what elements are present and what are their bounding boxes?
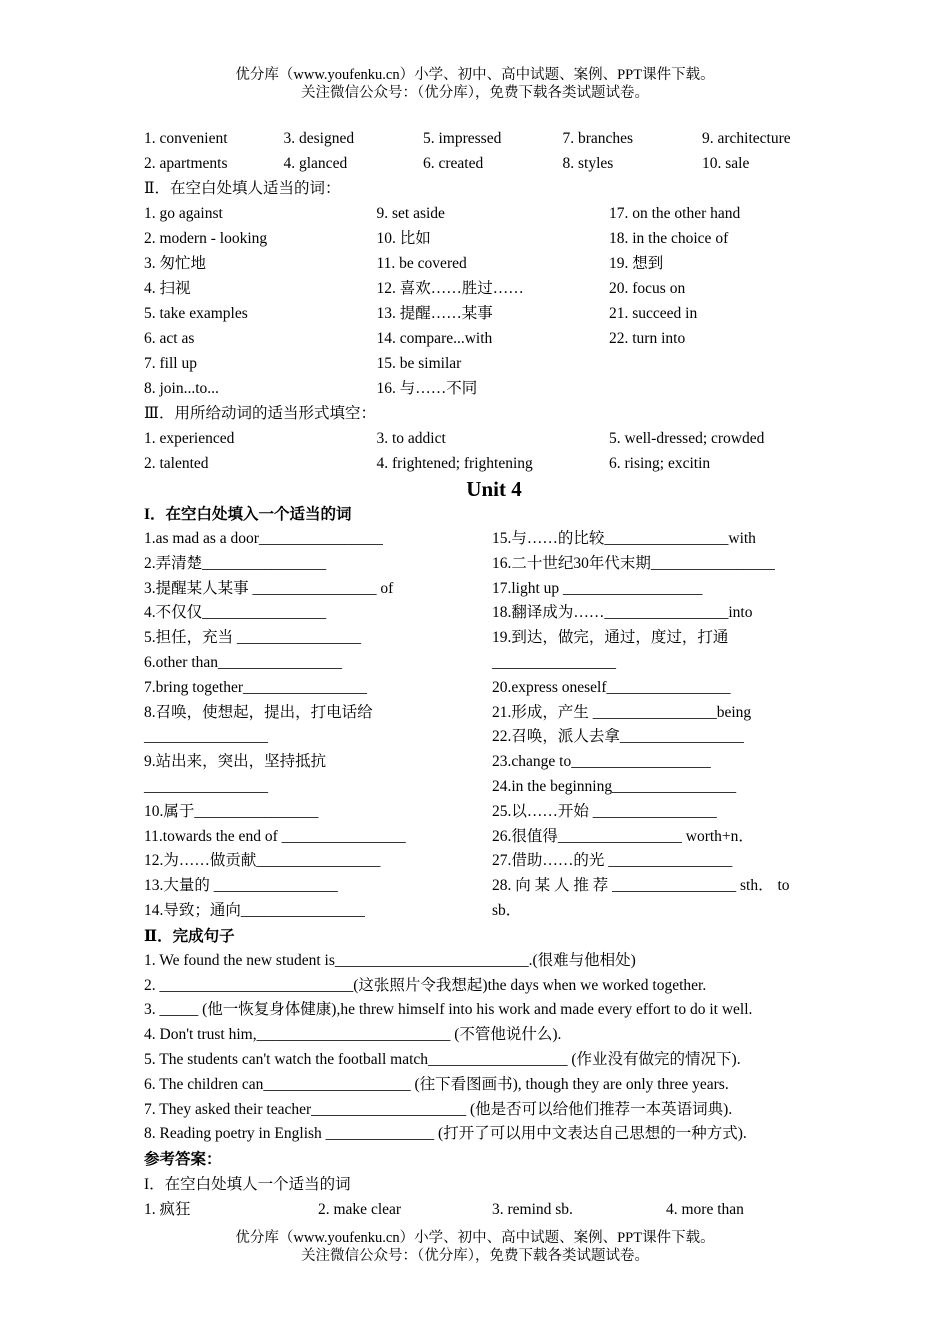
section-2-title: Ⅱ．在空白处填人适当的词： [144, 180, 341, 197]
blank-item: ________________ [144, 777, 268, 795]
header-line-2: 关注微信公众号：（优分库），免费下载各类试题试卷。 [301, 85, 649, 101]
vocab-item: 10. sale [702, 155, 750, 172]
sentence-item: 7. They asked their teacher____________________ (他是否可以给他们推荐一本英语词典). [144, 1100, 733, 1118]
blank-item: 6.other than________________ [144, 653, 343, 671]
answer-item: 12. 喜欢……胜过…… [376, 280, 524, 297]
vocab-item: 9. architecture [702, 130, 791, 147]
blank-item: 23.change to__________________ [492, 753, 711, 771]
blank-item: 13.大量的 ________________ [144, 877, 338, 895]
answer-item: 6. act as [144, 330, 195, 347]
section-3-row [144, 426, 814, 451]
footer-line-1: 优分库（www.youfenku.cn）小学、初中、高中试题、案例、PPT课件下载。 [235, 1230, 715, 1246]
blank-item: 24.in the beginning________________ [492, 777, 737, 795]
answer-item: 4. frightened; frightening [376, 455, 533, 472]
blank-item: 8.召唤，使想起，提出，打电话给 [144, 703, 373, 721]
answer-item: 4. more than [666, 1201, 744, 1219]
footer-line-2: 关注微信公众号：（优分库），免费下载各类试题试卷。 [301, 1248, 649, 1264]
answer-item: 14. compare...with [376, 330, 493, 347]
blank-item: 17.light up __________________ [492, 579, 703, 597]
blank-item: 7.bring together________________ [144, 678, 368, 696]
answer-item: 22. turn into [609, 330, 686, 347]
answer-item: 1. experienced [144, 430, 235, 447]
blank-item: 4.不仅仅________________ [144, 604, 327, 622]
section-2-row [144, 201, 814, 226]
unit4-left-column [144, 527, 492, 924]
answer-item: 13. 提醒……某事 [376, 305, 493, 322]
blank-item: 16.二十世纪30年代末期________________ [492, 554, 775, 572]
vocab-item: 4. glanced [283, 155, 348, 172]
answer-item: 2. talented [144, 455, 209, 472]
section-2-row [144, 301, 814, 326]
answer-item: 15. be similar [376, 355, 462, 372]
answer-item: 9. set aside [376, 205, 445, 222]
section-2-row [144, 226, 814, 251]
vocab-item: 6. created [423, 155, 484, 172]
answer-item: 2. make clear [318, 1201, 402, 1219]
section-2-row [144, 376, 814, 401]
answer-item: 18. in the choice of [609, 230, 729, 247]
blank-item: 25.以……开始 ________________ [492, 802, 717, 820]
answer-item: 17. on the other hand [609, 205, 741, 222]
answer-item: 8. join...to... [144, 380, 219, 397]
section-2-row [144, 326, 814, 351]
header-line-1: 优分库（www.youfenku.cn）小学、初中、高中试题、案例、PPT课件下载。 [235, 67, 715, 83]
blank-item: 21.形成，产生 ________________being [492, 703, 752, 721]
blank-item: 18.翻译成为……________________into [492, 604, 753, 622]
blank-item: 26.很值得________________ worth+n． [492, 827, 754, 845]
answers-title: 参考答案： [144, 1151, 222, 1169]
answer-item: 10. 比如 [376, 230, 431, 247]
unit4-fill-blanks [144, 527, 814, 924]
answer-item: 5. well-dressed; crowded [609, 430, 765, 447]
blank-item: sb． [492, 901, 522, 919]
blank-item: 22.召唤，派人去拿________________ [492, 728, 744, 746]
answers-row [144, 1197, 814, 1222]
blank-item: 2.弄清楚________________ [144, 554, 327, 572]
vocab-item: 3. designed [283, 130, 355, 147]
answer-item: 16. 与……不同 [376, 380, 478, 397]
answer-item: 3. remind sb. [492, 1201, 573, 1219]
document-body [144, 126, 814, 1222]
blank-item: ________________ [144, 728, 268, 746]
vocab-item: 2. apartments [144, 155, 228, 172]
sentence-item: 2. _________________________(这张照片令我想起)the days when we worked together. [144, 976, 707, 994]
vocab-item: 5. impressed [423, 130, 502, 147]
section-2-row [144, 251, 814, 276]
section-3-row [144, 451, 814, 476]
unit4-part1-title: I．在空白处填入一个适当的词 [144, 506, 352, 523]
blank-item: 27.借助……的光 ________________ [492, 852, 733, 870]
unit4-right-column [492, 527, 814, 924]
sentence-item: 4. Don't trust him,_________________________ (不管他说什么). [144, 1026, 562, 1044]
answer-item: 20. focus on [609, 280, 686, 297]
answer-item: 1. go against [144, 205, 223, 222]
page-footer [0, 1229, 950, 1265]
unit4-part2-title: Ⅱ．完成句子 [144, 927, 235, 945]
answer-item: 1. 疯狂 [144, 1201, 191, 1219]
answer-item: 21. succeed in [609, 305, 698, 322]
sentence-item: 3. _____ (他一恢复身体健康),he threw himself into his work and made every effort to do it well. [144, 1001, 753, 1019]
sentence-item: 8. Reading poetry in English ______________ (打开了可以用中文表达自己思想的一种方式). [144, 1125, 747, 1143]
page-header [0, 66, 950, 102]
blank-item: ________________ [492, 653, 616, 671]
answer-item: 4. 扫视 [144, 280, 191, 297]
vocab-item: 1. convenient [144, 130, 228, 147]
sentence-item: 1. We found the new student is_________________________.(很难与他相处) [144, 951, 636, 969]
answer-item: 3. 匆忙地 [144, 255, 207, 272]
answers-subtitle: I．在空白处填人一个适当的词 [144, 1176, 351, 1194]
answer-item: 19. 想到 [609, 255, 664, 272]
vocab-item: 7. branches [562, 130, 634, 147]
sentence-item: 5. The students can't watch the football match__________________ (作业没有做完的情况下). [144, 1050, 741, 1068]
blank-item: 12.为……做贡献________________ [144, 852, 381, 870]
answer-item: 6. rising; excitin [609, 455, 711, 472]
answer-item: 5. take examples [144, 305, 248, 322]
blank-item: 28. 向 某 人 推 荐 ________________ sth． to [492, 877, 790, 895]
section-2-row [144, 276, 814, 301]
blank-item: 3.提醒某人某事 ________________ of [144, 579, 394, 597]
blank-item: 14.导致；通向________________ [144, 901, 365, 919]
vocab-row [144, 126, 814, 151]
answer-item: 7. fill up [144, 355, 197, 372]
blank-item: 9.站出来，突出，坚持抵抗 [144, 753, 327, 771]
vocab-row [144, 151, 814, 176]
blank-item: 15.与……的比较________________with [492, 530, 756, 547]
answer-item: 2. modern - looking [144, 230, 268, 247]
blank-item: 11.towards the end of ________________ [144, 827, 406, 845]
vocab-item: 8. styles [562, 155, 614, 172]
blank-item: 10.属于________________ [144, 802, 319, 820]
blank-item: 20.express oneself________________ [492, 678, 731, 696]
sentence-item: 6. The children can___________________ (往下看图画书), though they are only three years. [144, 1075, 729, 1093]
blank-item: 5.担任，充当 ________________ [144, 629, 362, 647]
answer-item: 11. be covered [376, 255, 467, 272]
blank-item: 1.as mad as a door________________ [144, 530, 383, 547]
section-2-row [144, 351, 814, 376]
section-3-title: Ⅲ．用所给动词的适当形式填空： [144, 405, 376, 422]
answer-item: 3. to addict [376, 430, 446, 447]
blank-item: 19.到达，做完，通过，度过，打通 [492, 629, 729, 647]
unit-title: Unit 4 [466, 477, 522, 501]
